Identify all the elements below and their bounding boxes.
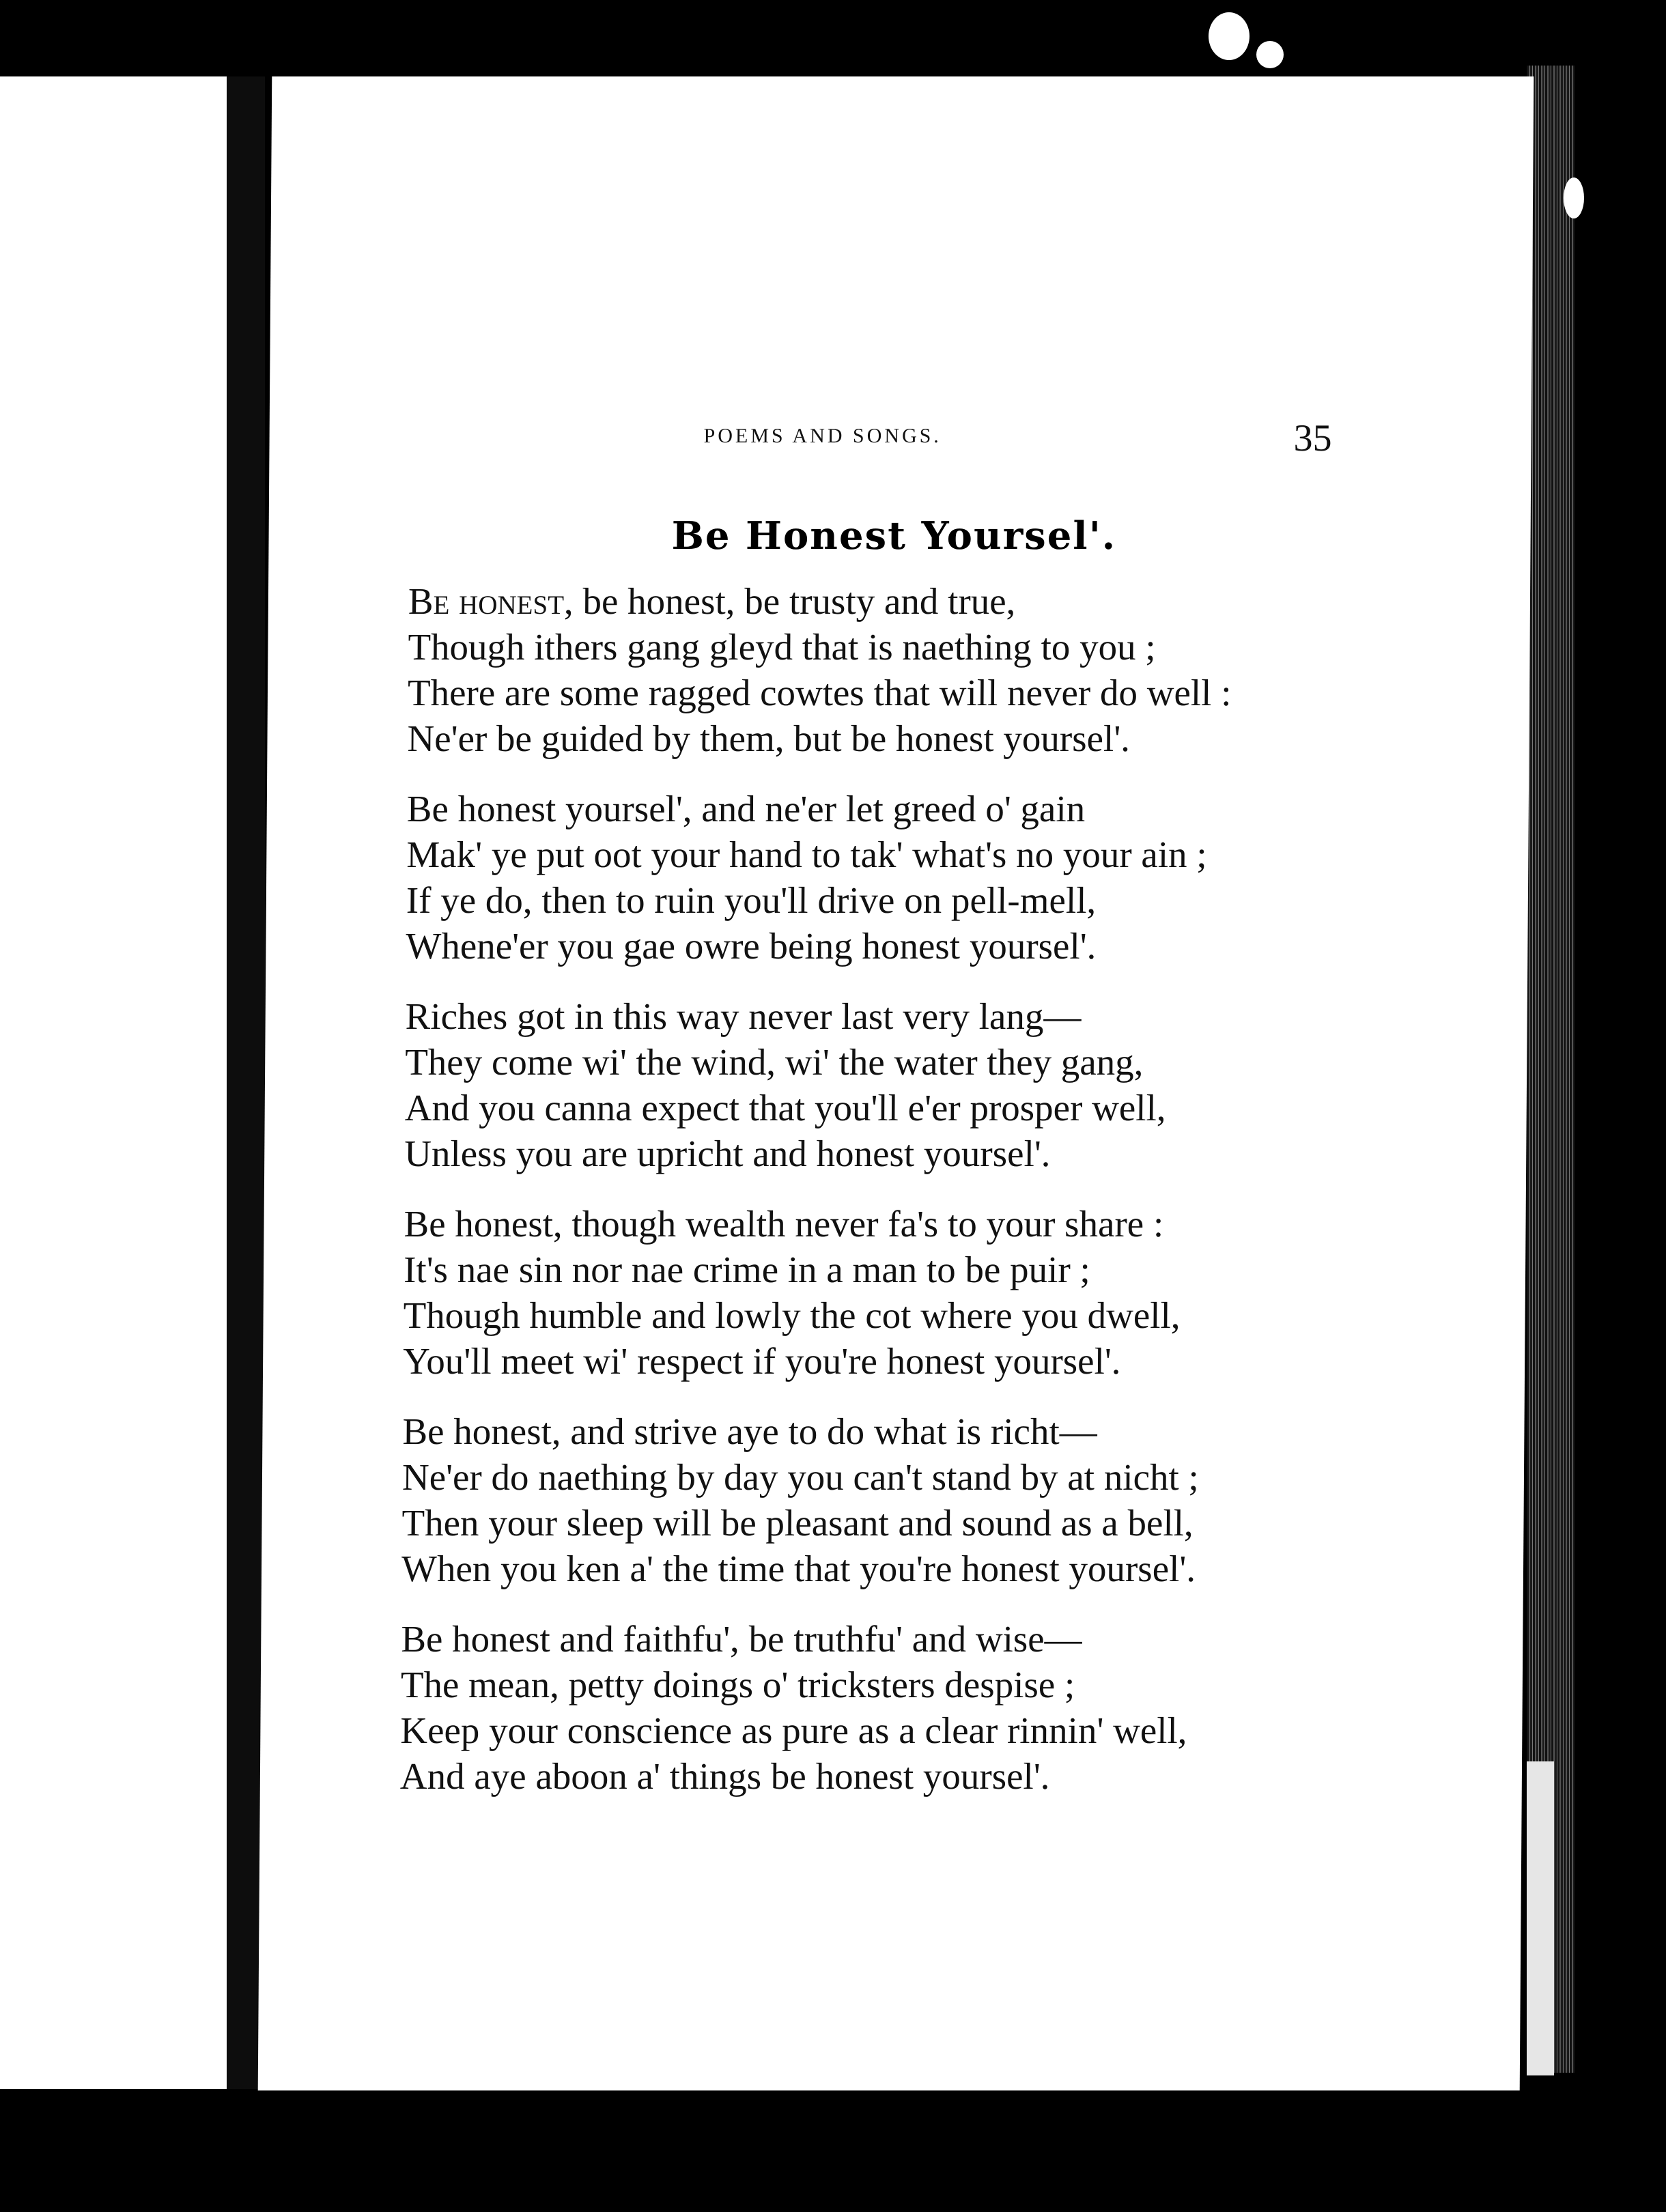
- poem-line: Be honest yoursel', and ne'er let greed o' gain: [406, 788, 1086, 830]
- poem-line: Be honest, be honest, be trusty and true,: [408, 580, 1016, 622]
- poem-line: There are some ragged cowtes that will never do well :: [407, 672, 1232, 713]
- poem-line: Though humble and lowly the cot where you dwell,: [403, 1294, 1181, 1336]
- stanza: [407, 578, 1487, 761]
- running-head: POEMS AND SONGS.: [703, 425, 942, 447]
- stanza: [404, 993, 1484, 1176]
- poem-line: Unless you are upricht and honest yoursel'.: [404, 1133, 1051, 1174]
- stanza: [406, 786, 1486, 969]
- poem-line: Be honest, and strive aye to do what is richt—: [402, 1410, 1097, 1452]
- book-page: [258, 76, 1534, 2090]
- scan-speck: [1209, 12, 1250, 60]
- poem-line: Though ithers gang gleyd that is naething to you ;: [408, 626, 1156, 668]
- poem-line: If ye do, then to ruin you'll drive on pell-mell,: [406, 879, 1097, 921]
- stanza: [401, 1408, 1482, 1591]
- book-spine: [227, 76, 265, 2089]
- poem-line: Be honest, though wealth never fa's to your share :: [404, 1203, 1164, 1245]
- poem-line: Whene'er you gae owre being honest yoursel'.: [406, 925, 1097, 967]
- poem-title: Be Honest Yoursel'.: [671, 513, 1117, 558]
- scan-speck: [1256, 41, 1284, 68]
- poem-line: Mak' ye put oot your hand to tak' what's no your ain ;: [406, 834, 1207, 875]
- poem-line: When you ken a' the time that you're honest yoursel'.: [401, 1548, 1196, 1589]
- opening-smallcaps: Be honest,: [408, 580, 574, 622]
- poem-line: You'll meet wi' respect if you're honest yoursel'.: [402, 1340, 1121, 1382]
- page-edge-highlight: [1527, 1761, 1554, 2075]
- stanza: [403, 1201, 1483, 1384]
- facing-page-left: [0, 76, 227, 2089]
- poem-line: They come wi' the wind, wi' the water they gang,: [405, 1041, 1144, 1083]
- poem-line: Then your sleep will be pleasant and sound as a bell,: [401, 1502, 1194, 1544]
- scan-speck: [1564, 178, 1584, 218]
- page-header: [270, 343, 1532, 459]
- poem-line: And aye aboon a' things be honest yoursel'.: [399, 1755, 1050, 1797]
- poem-line: Keep your conscience as pure as a clear rinnin' well,: [400, 1710, 1187, 1751]
- page-number: 35: [1293, 417, 1332, 459]
- poem-line: Riches got in this way never last very lang—: [405, 995, 1082, 1037]
- poem-line: And you canna expect that you'll e'er prosper well,: [404, 1087, 1166, 1129]
- poem-line: The mean, petty doings o' tricksters despise ;: [400, 1664, 1075, 1705]
- background-dark: [1575, 41, 1666, 2212]
- poem-line: Be honest and faithfu', be truthfu' and wise—: [401, 1618, 1082, 1660]
- poem-body: [399, 578, 1487, 1824]
- poem-line: Ne'er be guided by them, but be honest yoursel'.: [407, 718, 1131, 759]
- poem-line: Ne'er do naething by day you can't stand by at nicht ;: [401, 1456, 1200, 1498]
- stanza: [400, 1616, 1480, 1799]
- poem-line: It's nae sin nor nae crime in a man to be puir ;: [403, 1249, 1091, 1290]
